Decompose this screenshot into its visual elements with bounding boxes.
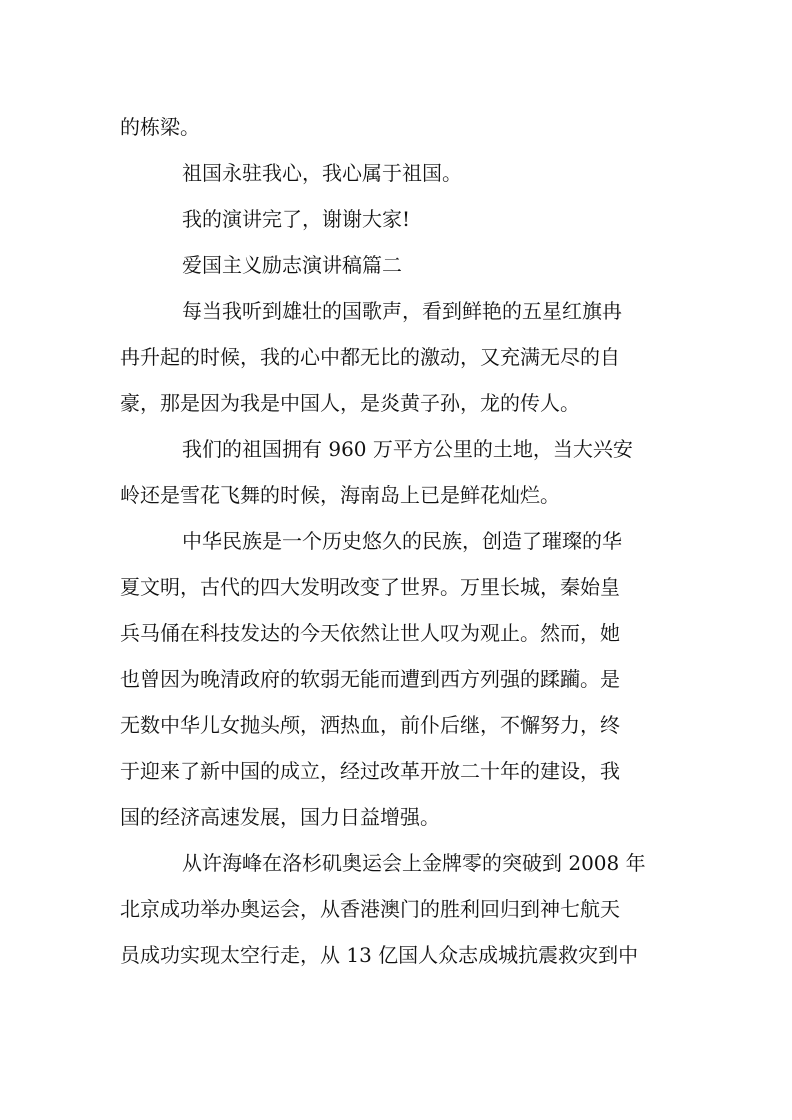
text-line: 祖国永驻我心，我心属于祖国。 xyxy=(182,161,462,185)
text-line: 冉升起的时候，我的心中都无比的激动，又充满无尽的自 xyxy=(120,345,620,369)
text-line: 岭还是雪花飞舞的时候，海南岛上已是鲜花灿烂。 xyxy=(120,483,560,507)
text-line: 于迎来了新中国的成立，经过改革开放二十年的建设，我 xyxy=(120,759,620,783)
text-line: 豪，那是因为我是中国人，是炎黄子孙，龙的传人。 xyxy=(120,391,580,415)
text-line: 兵马俑在科技发达的今天依然让世人叹为观止。然而，她 xyxy=(120,621,620,645)
text-line: 员成功实现太空行走，从 13 亿国人众志成城抗震救灾到中 xyxy=(120,943,639,967)
text-line: 的栋梁。 xyxy=(120,115,200,139)
text-line: 北京成功举办奥运会，从香港澳门的胜利回归到神七航天 xyxy=(120,897,620,921)
text-line: 从许海峰在洛杉矶奥运会上金牌零的突破到 2008 年 xyxy=(182,851,646,875)
text-line: 无数中华儿女抛头颅，洒热血，前仆后继，不懈努力，终 xyxy=(120,713,620,737)
text-line: 也曾因为晚清政府的软弱无能而遭到西方列强的蹂躏。是 xyxy=(120,667,620,691)
document-body xyxy=(120,104,665,978)
text-line: 夏文明，古代的四大发明改变了世界。万里长城，秦始皇 xyxy=(120,575,620,599)
text-line: 每当我听到雄壮的国歌声，看到鲜艳的五星红旗冉 xyxy=(182,299,622,323)
section-title: 爱国主义励志演讲稿篇二 xyxy=(182,253,402,277)
text-line: 我的演讲完了，谢谢大家! xyxy=(182,207,411,231)
text-line: 我们的祖国拥有 960 万平方公里的土地，当大兴安 xyxy=(182,437,633,461)
text-line: 国的经济高速发展，国力日益增强。 xyxy=(120,805,440,829)
text-line: 中华民族是一个历史悠久的民族，创造了璀璨的华 xyxy=(182,529,622,553)
